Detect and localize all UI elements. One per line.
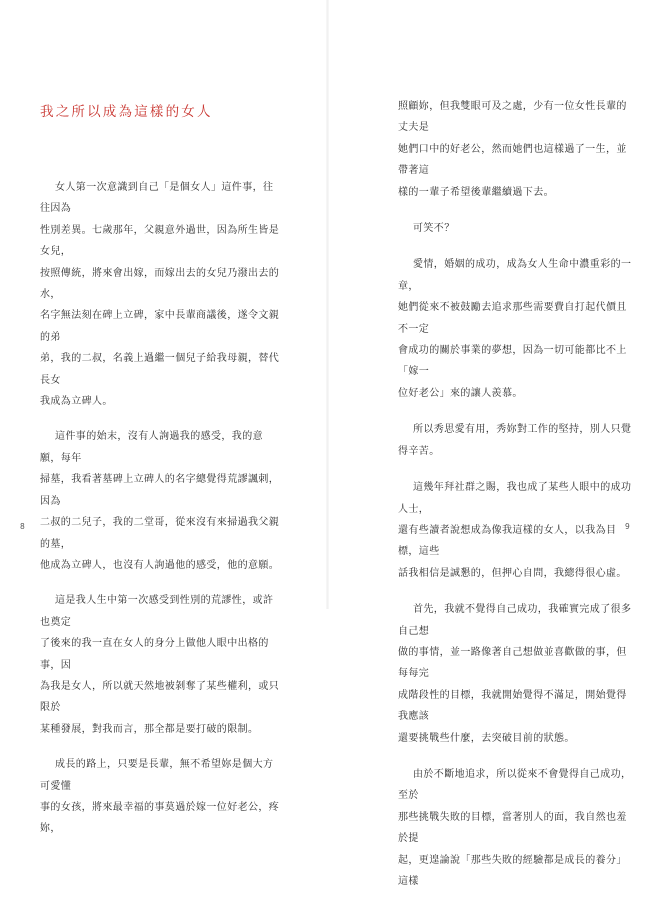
paragraph: 由於不斷地追求，所以從來不會覺得自己成功，至於 那些挑戰失敗的目標，當著別人的面，我自然也羞於提 起，更遑論說「那些失敗的經驗都是成長的養分」這樣: [398, 768, 632, 887]
chapter-title: 我之所以成為這樣的女人: [40, 104, 213, 120]
paragraph: 愛情，婚姻的成功，成為女人生命中濃重彩的一章， 她們從來不被鼓勵去追求那些需要費自打起代價且不一定 會成功的關於事業的夢想，因為一切可能都比不上「嫁一 位好老公」來的讓人羨慕。: [398, 259, 632, 399]
page-number-right: 9: [625, 522, 630, 531]
paragraph: 這件事的始末，沒有人詢過我的感受，我的意願，每年 掃墓，我看著墓碑上立碑人的名字總覺得荒謬諷刺，因為 二叔的二兒子，我的二堂哥，從來沒有來掃過我父親的墓， 他成為立碑人，也沒有人詢過他的感受，他的意願。: [40, 431, 280, 571]
paragraph: 這是我人生中第一次感受到性別的荒謬性，或許也奠定 了後來的我一直在女人的身分上做他人眼中出格的事，因 為我是女人，所以就天然地被剝奪了某些權利，或只限於 某種發展，對我而言，那全都是要打破的限制。: [40, 595, 280, 735]
paragraph: 可笑不？: [413, 223, 455, 235]
paragraph: 所以秀思愛有用，秀妳對工作的堅持，別人只覺得辛苦。: [398, 424, 632, 457]
paragraph: 成長的路上，只要是長輩，無不希望妳是個大方可愛懂 事的女孩，將來最幸福的事莫過於嫁一位好老公，疼妳，: [40, 759, 280, 835]
paragraph: 這幾年拜社群之賜，我也成了某些人眼中的成功人士， 還有些讀者說想成為像我這樣的女人，以我為目標，這些 話我相信是誠懇的，但押心自問，我總得很心虛。: [398, 482, 632, 579]
paragraph: 首先，我就不覺得自己成功，我確實完成了很多自己想 做的事情，並一路像著自己想做並喜歡做的事，但每每完 成階段性的目標，我就開始覺得不滿足，開始覺得我應該 還要挑戰些什麼，去突破目前的狀態。: [398, 604, 632, 744]
paragraph: 照顧妳，但我雙眼可及之處，少有一位女性長輩的丈夫是 她們口中的好老公，然而她們也這樣過了一生，並帶著這 樣的一輩子希望後輩繼續過下去。: [398, 101, 627, 198]
right-body-text: [398, 96, 632, 907]
left-page: [0, 0, 327, 835]
paragraph: 女人第一次意識到自己「是個女人」這件事，往往因為 性別差異。七歲那年，父親意外過世，因為所生皆是女兒， 按照傳統，將來會出嫁，而嫁出去的女兒乃潑出去的水， 名字無法刻在碑上立碑，家中長輩商議後，遂令文親的弟 弟，我的二叔，名義上過繼一個兒子給我母親，替代長女 我成為立碑人。: [40, 182, 280, 408]
left-body-text: [40, 177, 280, 854]
page-number-left: 8: [20, 522, 25, 531]
